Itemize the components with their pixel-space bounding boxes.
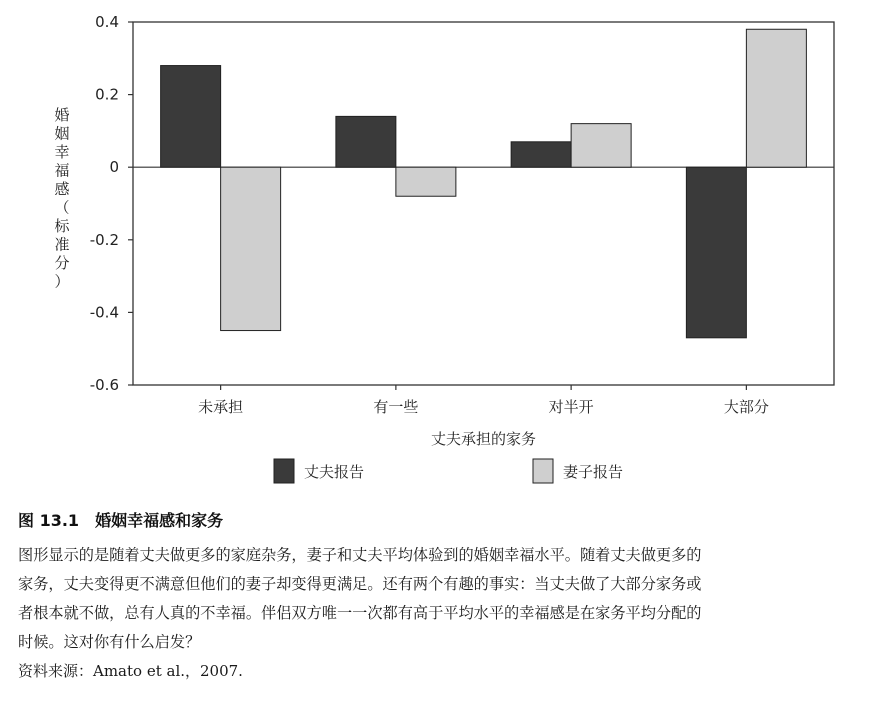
x-tick-label: 未承担: [198, 398, 244, 416]
caption-line: 时候。这对你有什么启发？: [18, 633, 201, 651]
bar-husband: [686, 167, 746, 338]
caption-line: 者根本就不做，总有人真的不幸福。伴侣双方唯一一次都有高于平均水平的幸福感是在家务平均分配的: [18, 604, 702, 622]
y-tick-label: 0.2: [95, 85, 119, 104]
y-tick-label: -0.2: [89, 230, 119, 249]
figure-description: [18, 541, 860, 657]
legend-swatch-husband: [274, 459, 294, 483]
figure-caption: [18, 508, 860, 681]
legend-swatch-wife: [533, 459, 553, 483]
x-tick-label: 对半开: [548, 398, 594, 416]
y-tick-label: -0.6: [89, 376, 119, 394]
figure-title: [18, 508, 860, 531]
x-tick-label: 大部分: [723, 398, 769, 416]
bar-wife: [746, 29, 806, 167]
bar-wife: [571, 124, 631, 168]
bar-husband: [511, 142, 571, 167]
y-tick-label: 0: [109, 158, 119, 177]
legend-label-husband: 丈夫报告: [304, 463, 365, 481]
caption-line: 家务，丈夫变得更不满意但他们的妻子却变得更满足。还有两个有趣的事实：当丈夫做了大部分家务或: [18, 575, 702, 593]
legend-label-wife: 妻子报告: [563, 463, 624, 481]
figure-title-text: 婚姻幸福感和家务: [95, 511, 224, 530]
y-axis-label: 婚姻幸福感（标准分）: [54, 106, 70, 291]
bar-husband: [336, 116, 396, 167]
bar-husband: [161, 66, 221, 168]
bar-wife: [221, 167, 281, 330]
figure-source: 资料来源：Amato et al.，2007.: [18, 662, 243, 680]
figure-number: 图 13.1: [18, 511, 80, 530]
x-tick-label: 有一些: [373, 398, 419, 416]
y-tick-label: -0.4: [89, 303, 119, 322]
bar-wife: [396, 167, 456, 196]
x-axis-label: 丈夫承担的家务: [430, 430, 537, 448]
y-tick-label: 0.4: [95, 13, 119, 31]
caption-line: 图形显示的是随着丈夫做更多的家庭杂务，妻子和丈夫平均体验到的婚姻幸福水平。随着丈夫做更多的: [18, 546, 702, 564]
